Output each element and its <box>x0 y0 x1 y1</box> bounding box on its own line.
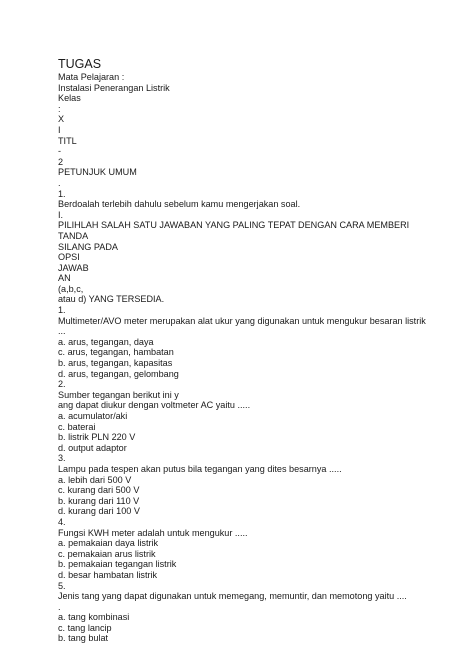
document-line: 1. <box>58 305 66 316</box>
document-line: . <box>58 601 61 612</box>
document-line: a. tang kombinasi <box>58 612 130 623</box>
document-line: Multimeter/AVO meter merupakan alat ukur yang digunakan untuk mengukur besaran listrik <box>58 315 426 326</box>
document-line: a. pemakaian daya listrik <box>58 538 159 549</box>
document-line: AN <box>58 273 71 284</box>
document-line: - <box>58 146 62 157</box>
document-line: d. kurang dari 100 V <box>58 506 140 517</box>
document-line: : <box>58 103 61 114</box>
document-line: 4. <box>58 516 66 527</box>
document-line: c. kurang dari 500 V <box>58 485 140 496</box>
document-line: 5. <box>58 580 66 591</box>
document-line: Instalasi Penerangan Listrik <box>58 82 170 93</box>
document-line: . <box>58 177 61 188</box>
document-line: c. baterai <box>58 421 96 432</box>
document-line: SILANG PADA <box>58 241 118 252</box>
document-line: b. arus, tegangan, kapasitas <box>58 358 173 369</box>
document-line: c. arus, tegangan, hambatan <box>58 347 174 358</box>
document-line: X <box>58 114 65 125</box>
document-line: 2 <box>58 156 64 167</box>
document-line: JAWAB <box>58 262 89 273</box>
document-line: Sumber tegangan berikut ini y <box>58 389 179 400</box>
document-line: c. pemakaian arus listrik <box>58 548 156 559</box>
document-line: ... <box>58 326 66 337</box>
document-line: I. <box>58 209 64 220</box>
document-line: a. acumulator/aki <box>58 411 128 421</box>
document-line: 1. <box>58 188 66 199</box>
document-line: Berdoalah terlebih dahulu sebelum kamu mengerjakan soal. <box>58 199 301 210</box>
document-line: d. besar hambatan listrik <box>58 569 158 580</box>
document-line: Kelas <box>58 93 81 104</box>
document-line: TITL <box>58 135 77 146</box>
document-line: b. listrik PLN 220 V <box>58 432 136 443</box>
document-line: Mata Pelajaran : <box>58 72 125 82</box>
document-line: b. pemakaian tegangan listrik <box>58 559 177 570</box>
document-title: TUGAS <box>58 57 102 71</box>
document-line: atau d) YANG TERSEDIA. <box>58 294 165 305</box>
document-line: d. arus, tegangan, gelombang <box>58 368 179 379</box>
document-line: PILIHLAH SALAH SATU JAWABAN YANG PALING TEPAT DENGAN CARA MEMBERI <box>58 220 410 231</box>
document-line: a. arus, tegangan, daya <box>58 336 154 347</box>
document-line: a. lebih dari 500 V <box>58 474 132 485</box>
document-line: OPSI <box>58 252 80 263</box>
document-line: c. tang lancip <box>58 622 112 633</box>
document-line: Jenis tang yang dapat digunakan untuk memegang, memuntir, dan memotong yaitu .... <box>58 591 407 602</box>
document-line: b. kurang dari 110 V <box>58 495 140 506</box>
document-line: 2. <box>58 379 66 390</box>
document-body <box>58 72 458 644</box>
document-line: PETUNJUK UMUM <box>58 167 137 178</box>
document-line: TANDA <box>58 230 89 241</box>
document-content <box>58 57 458 644</box>
document-line: ang dapat diukur dengan voltmeter AC yaitu ..... <box>58 400 251 411</box>
document-line: (a,b,c, <box>58 283 84 294</box>
document-line: Lampu pada tespen akan putus bila tegangan yang dites besarnya ..... <box>58 463 342 474</box>
document-line: I <box>58 124 61 135</box>
document-line: 3. <box>58 453 66 464</box>
document-line: Fungsi KWH meter adalah untuk mengukur ..... <box>58 527 248 538</box>
document-line: d. output adaptor <box>58 442 127 453</box>
document-line: b. tang bulat <box>58 633 109 644</box>
